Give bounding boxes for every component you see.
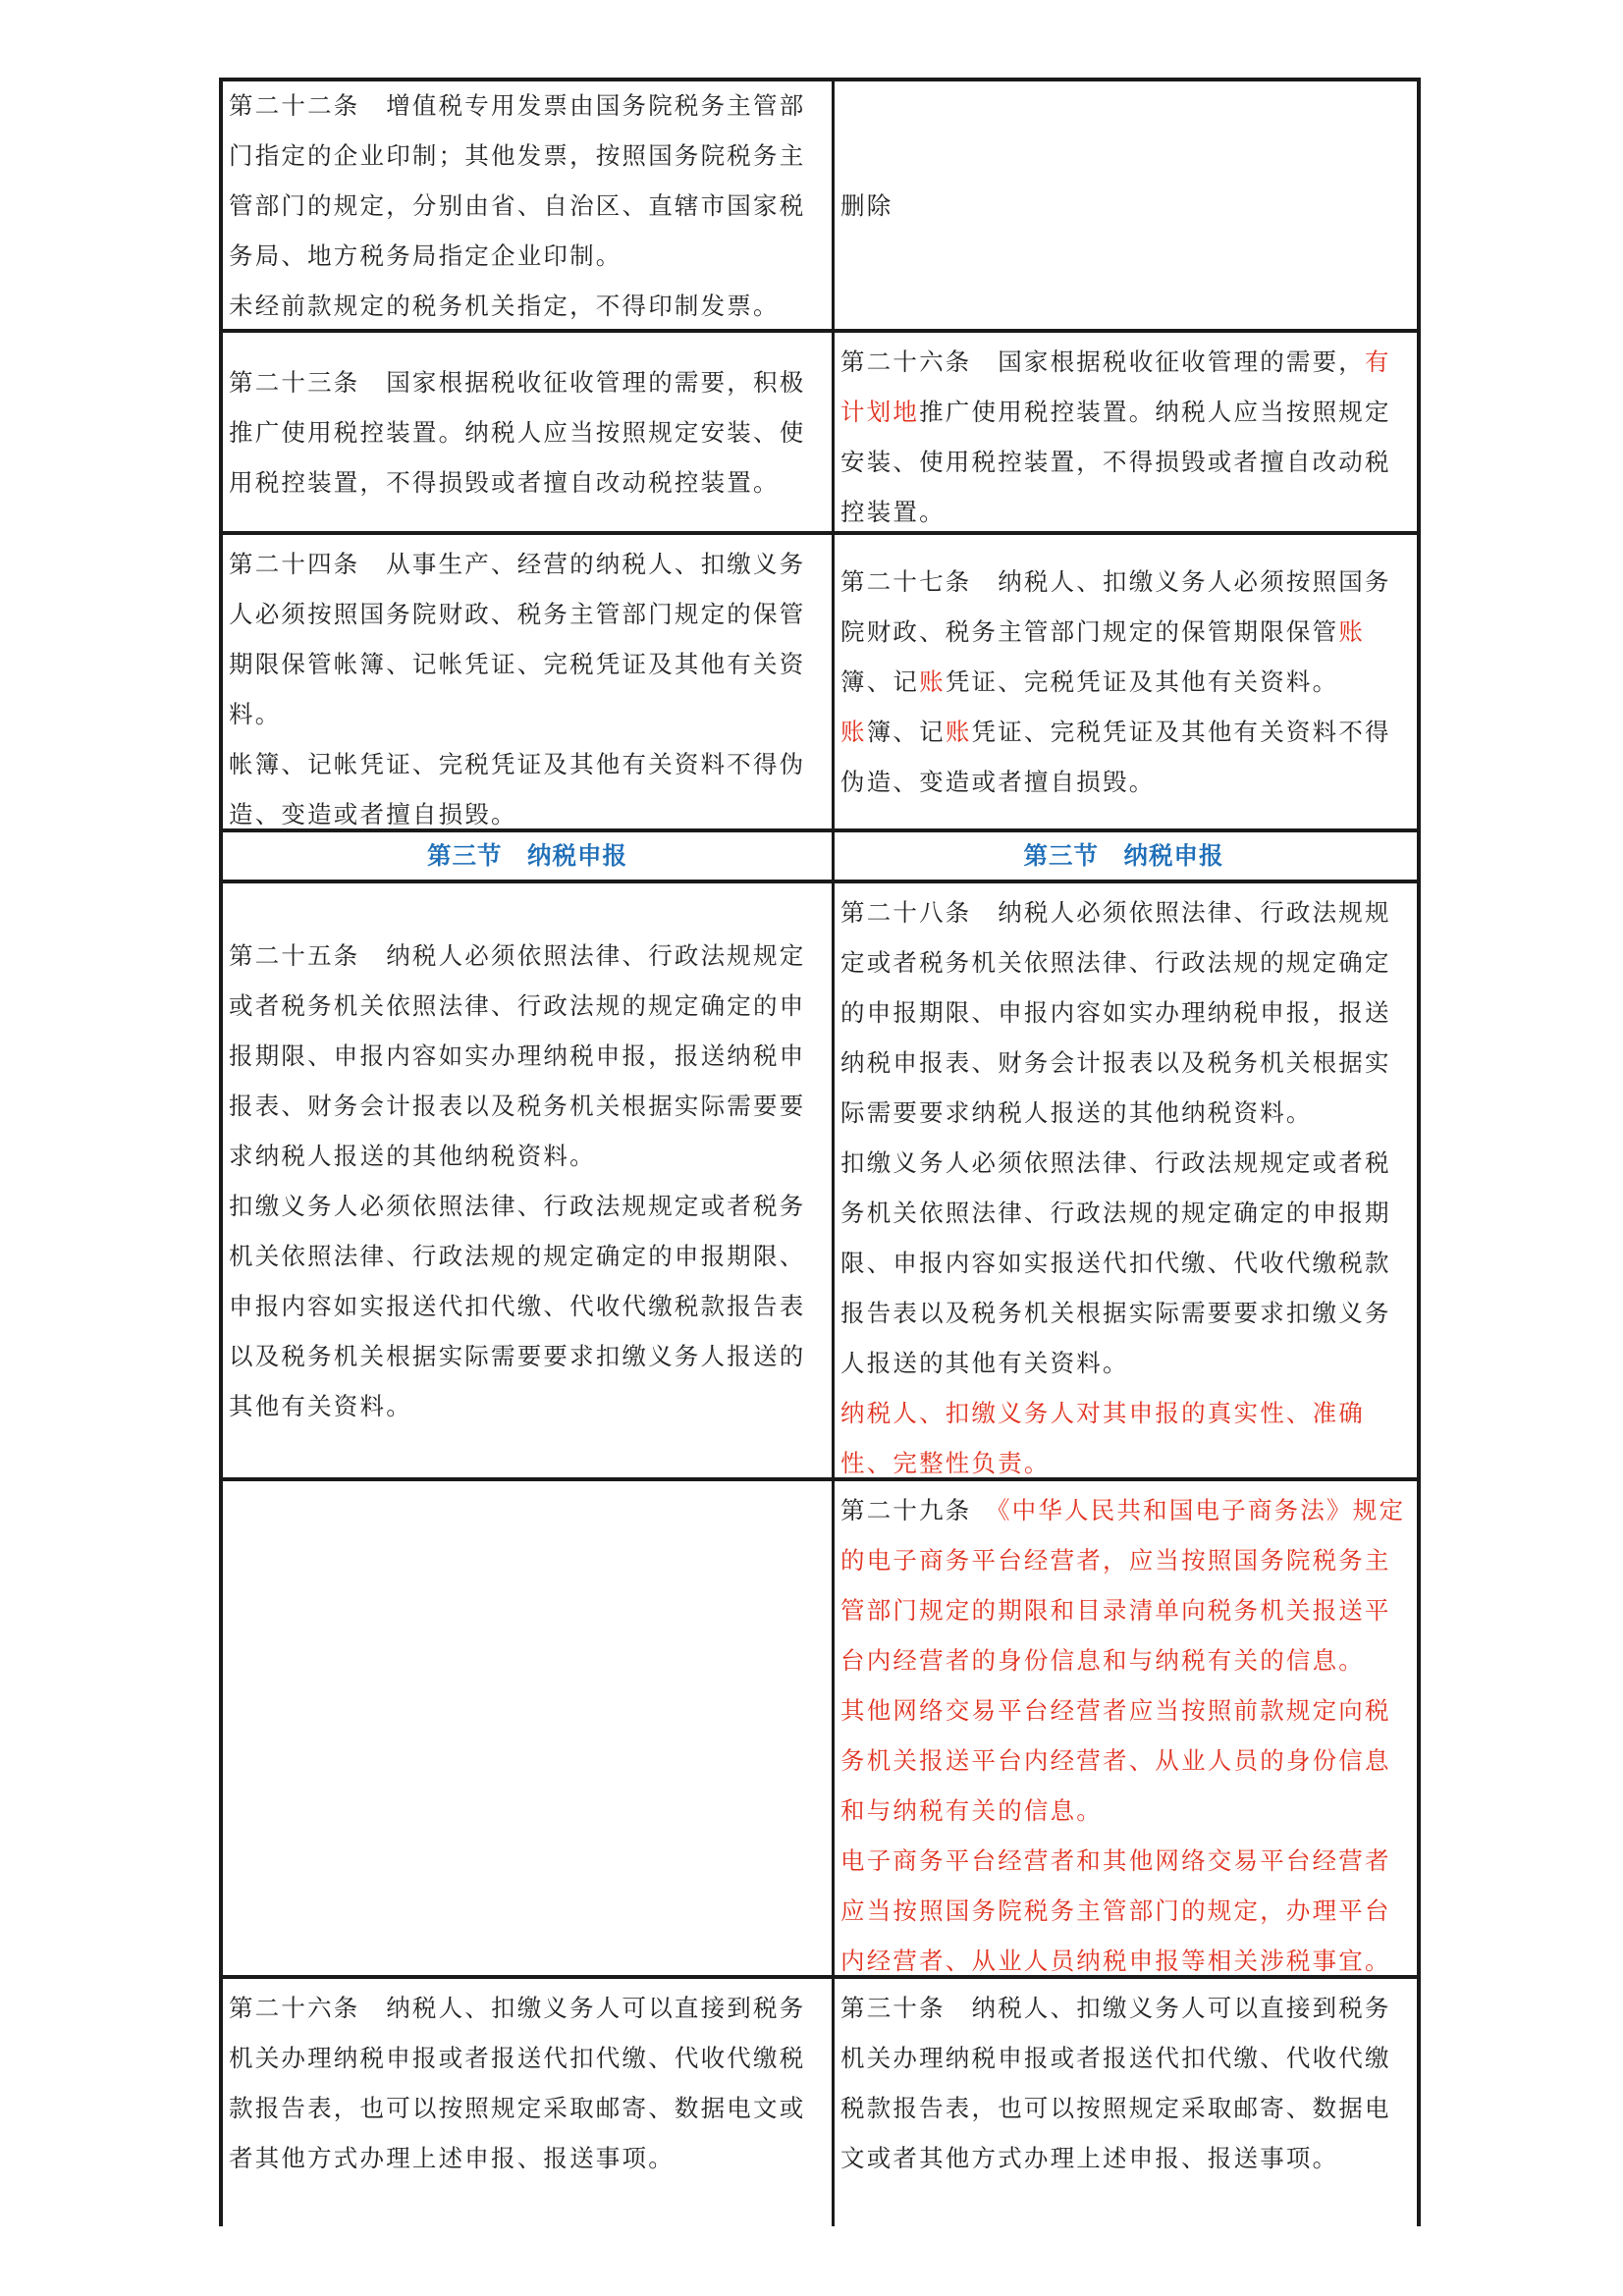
comparison-table	[219, 78, 1421, 2226]
text-run: 第二十八条 纳税人必须依照法律、行政法规规定或者税务机关依照法律、行政法规的规定确定的申报期限、申报内容如实办理纳税申报，报送纳税申报表、财务会计报表以及税务机关根据实际需要要求纳税人报送的其他纳税资料。	[840, 898, 1391, 1127]
new-text-cell	[835, 333, 1413, 531]
new-text-cell	[835, 1481, 1413, 1975]
text-run: 未经前款规定的税务机关指定，不得印制发票。	[229, 291, 780, 320]
amended-text: 账	[919, 667, 946, 696]
old-text-cell	[223, 81, 835, 329]
text-run: 第三十条 纳税人、扣缴义务人可以直接到税务机关办理纳税申报或者报送代扣代缴、代收代缴税款报告表，也可以按照规定采取邮寄、数据电文或者其他方式办理上述申报、报送事项。	[840, 1994, 1391, 2172]
text-run: 第二十六条 国家根据税收征收管理的需要，	[840, 347, 1365, 376]
old-text-cell	[223, 883, 835, 1477]
text-run: 第二十二条 增值税专用发票由国务院税务主管部门指定的企业印制；其他发票，按照国务院税务主管部门的规定，分别由省、自治区、直辖市国家税务局、地方税务局指定企业印制。	[229, 90, 806, 270]
paragraph	[229, 539, 826, 739]
paragraph	[840, 1138, 1407, 1388]
paragraph	[229, 931, 826, 1181]
text-run: 凭证、完税凭证及其他有关资料不得伪造、变造或者擅自损毁。	[840, 718, 1391, 796]
text-run: 第二十九条	[840, 1496, 999, 1524]
paragraph	[229, 281, 826, 331]
text-run: 簿、记	[840, 667, 920, 696]
new-text-cell	[835, 883, 1413, 1477]
table-row	[223, 883, 1417, 1481]
text-run: 第二十七条 纳税人、扣缴义务人必须按照国务院财政、税务主管部门规定的保管期限保管	[840, 567, 1391, 646]
paragraph	[840, 1836, 1407, 1986]
paragraph	[840, 887, 1407, 1138]
text-run: 第二十六条 纳税人、扣缴义务人可以直接到税务机关办理纳税申报或者报送代扣代缴、代收代缴税款报告表，也可以按照规定采取邮寄、数据电文或者其他方式办理上述申报、报送事项。	[229, 1994, 806, 2172]
amended-text: 账	[840, 718, 867, 746]
table-row	[223, 81, 1417, 333]
amended-text: 账	[945, 718, 972, 746]
paragraph	[229, 1181, 826, 1431]
paragraph	[229, 739, 826, 839]
text-run: 凭证、完税凭证及其他有关资料。	[945, 667, 1339, 696]
paragraph	[840, 1983, 1407, 2183]
text-run: 扣缴义务人必须依照法律、行政法规规定或者税务机关依照法律、行政法规的规定确定的申报期限、申报内容如实报送代扣代缴、代收代缴税款报告表以及税务机关根据实际需要要求扣缴义务人报送的其他有关资料。	[840, 1148, 1391, 1377]
amended-text: 电子商务平台经营者和其他网络交易平台经营者应当按照国务院税务主管部门的规定，办理平台内经营者、从业人员纳税申报等相关涉税事宜。	[840, 1846, 1391, 1975]
text-run: 第二十四条 从事生产、经营的纳税人、扣缴义务人必须按照国务院财政、税务主管部门规定的保管期限保管帐簿、记帐凭证、完税凭证及其他有关资料。	[229, 550, 806, 728]
table-row	[223, 535, 1417, 832]
old-text-cell	[223, 535, 835, 828]
paragraph	[229, 1983, 826, 2183]
new-text-cell	[835, 81, 1413, 329]
amended-text: 其他网络交易平台经营者应当按照前款规定向税务机关报送平台内经营者、从业人员的身份信息和与纳税有关的信息。	[840, 1696, 1391, 1825]
table-row	[223, 1979, 1417, 2226]
text-run: 第二十五条 纳税人必须依照法律、行政法规规定或者税务机关依照法律、行政法规的规定确定的申报期限、申报内容如实办理纳税申报，报送纳税申报表、财务会计报表以及税务机关根据实际需要要求纳税人报送的其他纳税资料。	[229, 940, 806, 1170]
paragraph	[840, 557, 1407, 707]
amended-text: 纳税人、扣缴义务人对其申报的真实性、准确性、完整性负责。	[840, 1399, 1365, 1477]
text-run: 帐簿、记帐凭证、完税凭证及其他有关资料不得伪造、变造或者擅自损毁。	[229, 750, 806, 828]
paragraph	[840, 181, 1407, 231]
new-text-cell	[835, 1979, 1413, 2226]
table-row	[223, 1481, 1417, 1979]
paragraph	[840, 1485, 1407, 1685]
text-run: 删除	[840, 190, 893, 220]
section-header-row	[223, 832, 1417, 883]
text-run: 簿、记	[866, 718, 946, 746]
paragraph	[840, 1685, 1407, 1836]
paragraph	[229, 357, 826, 507]
old-text-cell-empty	[223, 1481, 835, 1975]
paragraph	[840, 337, 1407, 537]
section-title-old: 第三节 纳税申报	[223, 832, 835, 880]
table-row	[223, 333, 1417, 535]
amended-text: 账	[1338, 617, 1366, 646]
amended-text: 《中华人民共和国电子商务法》规定的电子商务平台经营者，应当按照国务院税务主管部门规定的期限和目录清单向税务机关报送平台内经营者的身份信息和与纳税有关的信息。	[840, 1496, 1406, 1675]
section-title-new: 第三节 纳税申报	[1023, 841, 1224, 870]
old-text-cell	[223, 333, 835, 531]
amended-text: 有计划地	[840, 347, 1391, 426]
paragraph	[840, 1388, 1407, 1488]
old-text-cell	[223, 1979, 835, 2226]
text-run: 扣缴义务人必须依照法律、行政法规规定或者税务机关依照法律、行政法规的规定确定的申报期限、申报内容如实报送代扣代缴、代收代缴税款报告表以及税务机关根据实际需要要求扣缴义务人报送的其他有关资料。	[229, 1191, 806, 1420]
new-text-cell	[835, 535, 1413, 828]
paragraph	[229, 80, 826, 281]
text-run: 第二十三条 国家根据税收征收管理的需要，积极推广使用税控装置。纳税人应当按照规定安装、使用税控装置，不得损毁或者擅自改动税控装置。	[229, 367, 806, 497]
paragraph	[840, 707, 1407, 807]
text-run: 推广使用税控装置。纳税人应当按照规定安装、使用税控装置，不得损毁或者擅自改动税控装置。	[840, 398, 1391, 526]
